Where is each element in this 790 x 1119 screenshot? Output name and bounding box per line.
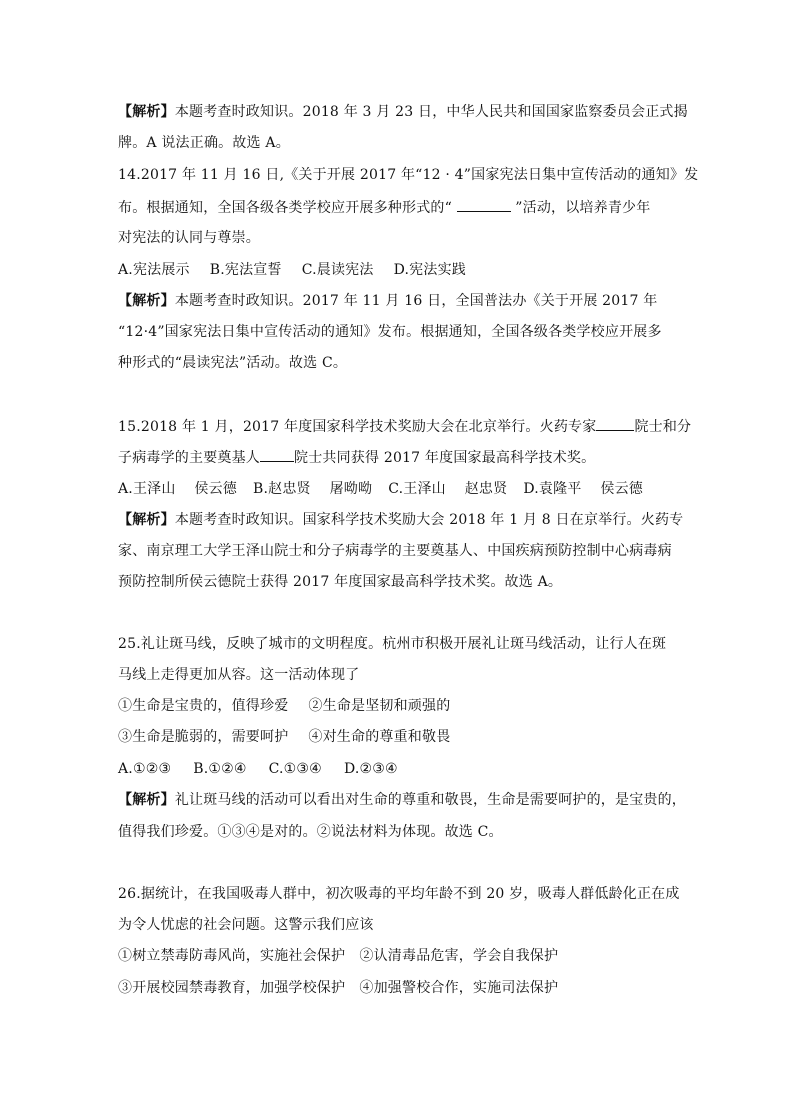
q26-statements-2: ③开展校园禁毒教育，加强学校保护 ④加强警校合作，实施司法保护	[118, 980, 559, 996]
q15-stem-text-2a: 子病毒学的主要奠基人	[118, 450, 260, 466]
q15-analysis-line-1	[118, 510, 683, 530]
q14-option-d: D.宪法实践	[393, 262, 466, 278]
q26-statements-1: ①树立禁毒防毒风尚，实施社会保护 ②认清毒品危害，学会自我保护	[118, 948, 559, 964]
q15-stem-line-1	[118, 416, 691, 437]
q26-stem-line-2: 为令人忧虑的社会问题。这警示我们应该	[118, 917, 374, 933]
q26-stem-line-1: 26.据统计，在我国吸毒人群中，初次吸毒的平均年龄不到 20 岁，吸毒人群低龄化正在成	[118, 886, 680, 902]
analysis-tag: 【解析】	[118, 293, 175, 309]
q14-option-a: A.宪法展示	[118, 262, 190, 278]
analysis-tag: 【解析】	[118, 512, 175, 528]
q14-answer-blank	[457, 197, 511, 212]
q14-option-b: B.宪法宣誓	[209, 262, 282, 278]
q15-analysis-line-2: 家、南京理工大学王泽山院士和分子病毒学的主要奠基人、中国疾病预防控制中心病毒病	[118, 543, 672, 559]
q15-stem-line-2	[118, 447, 595, 468]
q15-answer-blank-2	[260, 447, 294, 462]
q13-analysis-line-1	[118, 102, 688, 122]
q25-stem-line-1: 25.礼让斑马线，反映了城市的文明程度。杭州市积极开展礼让斑马线活动，让行人在斑	[118, 636, 667, 652]
q14-stem-text-2b: ”活动，以培养青少年	[510, 200, 651, 216]
q15-option-a: A.王泽山 侯云德	[118, 481, 238, 497]
q14-stem-line-1: 14.2017 年 11 月 16 日,《关于开展 2017 年“12 · 4”国家宪法日集中宣传活动的通知》发	[118, 167, 699, 183]
q14-analysis-line-1	[118, 291, 657, 311]
q25-analysis-line-2: 值得我们珍爱。①③④是对的。②说法材料为体现。故选 C。	[118, 824, 503, 840]
q13-analysis-text-1: 本题考查时政知识。2018 年 3 月 23 日，中华人民共和国国家监察委员会正式揭	[174, 104, 688, 120]
q15-options	[118, 479, 643, 499]
q14-option-c: C.晨读宪法	[301, 262, 374, 278]
q25-statement-3: ③生命是脆弱的，需要呵护	[118, 729, 289, 745]
q15-analysis-line-3: 预防控制所侯云德院士获得 2017 年度国家最高科学技术奖。故选 A。	[118, 574, 563, 590]
q25-option-d: D.②③④	[343, 761, 398, 777]
q14-options	[118, 260, 466, 280]
q15-stem-text-1b: 院士和分	[634, 419, 692, 435]
q25-option-b: B.①②④	[193, 761, 247, 777]
q15-stem-text-2b: 院士共同获得 2017 年度国家最高科学技术奖。	[294, 450, 596, 466]
q15-option-c: C.王泽山 赵忠贤	[388, 481, 508, 497]
q14-stem-line-2	[118, 197, 650, 218]
q25-option-c: C.①③④	[268, 761, 322, 777]
q14-stem-text-2a: 布。根据通知，全国各级各类学校应开展多种形式的“	[118, 200, 457, 216]
q25-option-a: A.①②③	[118, 761, 172, 777]
q25-statements-1	[118, 696, 450, 716]
q25-statement-2: ②生命是坚韧和顽强的	[308, 698, 451, 714]
q25-statement-4: ④对生命的尊重和敬畏	[308, 729, 451, 745]
q25-stem-line-2: 马线上走得更加从容。这一活动体现了	[118, 667, 360, 683]
q15-answer-blank-1	[596, 416, 634, 431]
q25-options	[118, 759, 398, 779]
q15-stem-text-1a: 15.2018 年 1 月，2017 年度国家科学技术奖励大会在北京举行。火药专家	[118, 419, 597, 435]
analysis-tag: 【解析】	[118, 792, 175, 808]
analysis-tag: 【解析】	[118, 104, 175, 120]
q13-analysis-line-2: 牌。A 说法正确。故选 A。	[118, 135, 290, 151]
q15-analysis-text-1: 本题考查时政知识。国家科学技术奖励大会 2018 年 1 月 8 日在京举行。火药专	[174, 512, 684, 528]
q25-analysis-line-1	[118, 790, 686, 810]
q25-analysis-text-1: 礼让斑马线的活动可以看出对生命的尊重和敬畏，生命是需要呵护的，是宝贵的，	[174, 792, 687, 808]
q25-statements-2	[118, 727, 450, 747]
q14-stem-line-3: 对宪法的认同与尊崇。	[118, 230, 260, 246]
q25-statement-1: ①生命是宝贵的，值得珍爱	[118, 698, 289, 714]
q14-analysis-line-2: “12·4”国家宪法日集中宣传活动的通知》发布。根据通知，全国各级各类学校应开展多	[118, 324, 662, 340]
q14-analysis-text-1: 本题考查时政知识。2017 年 11 月 16 日，全国普法办《关于开展 2017 年	[174, 293, 658, 309]
q15-option-b: B.赵忠贤 屠呦呦	[253, 481, 373, 497]
q15-option-d: D.袁隆平 侯云德	[523, 481, 643, 497]
q14-analysis-line-3: 种形式的“晨读宪法”活动。故选 C。	[118, 355, 348, 371]
